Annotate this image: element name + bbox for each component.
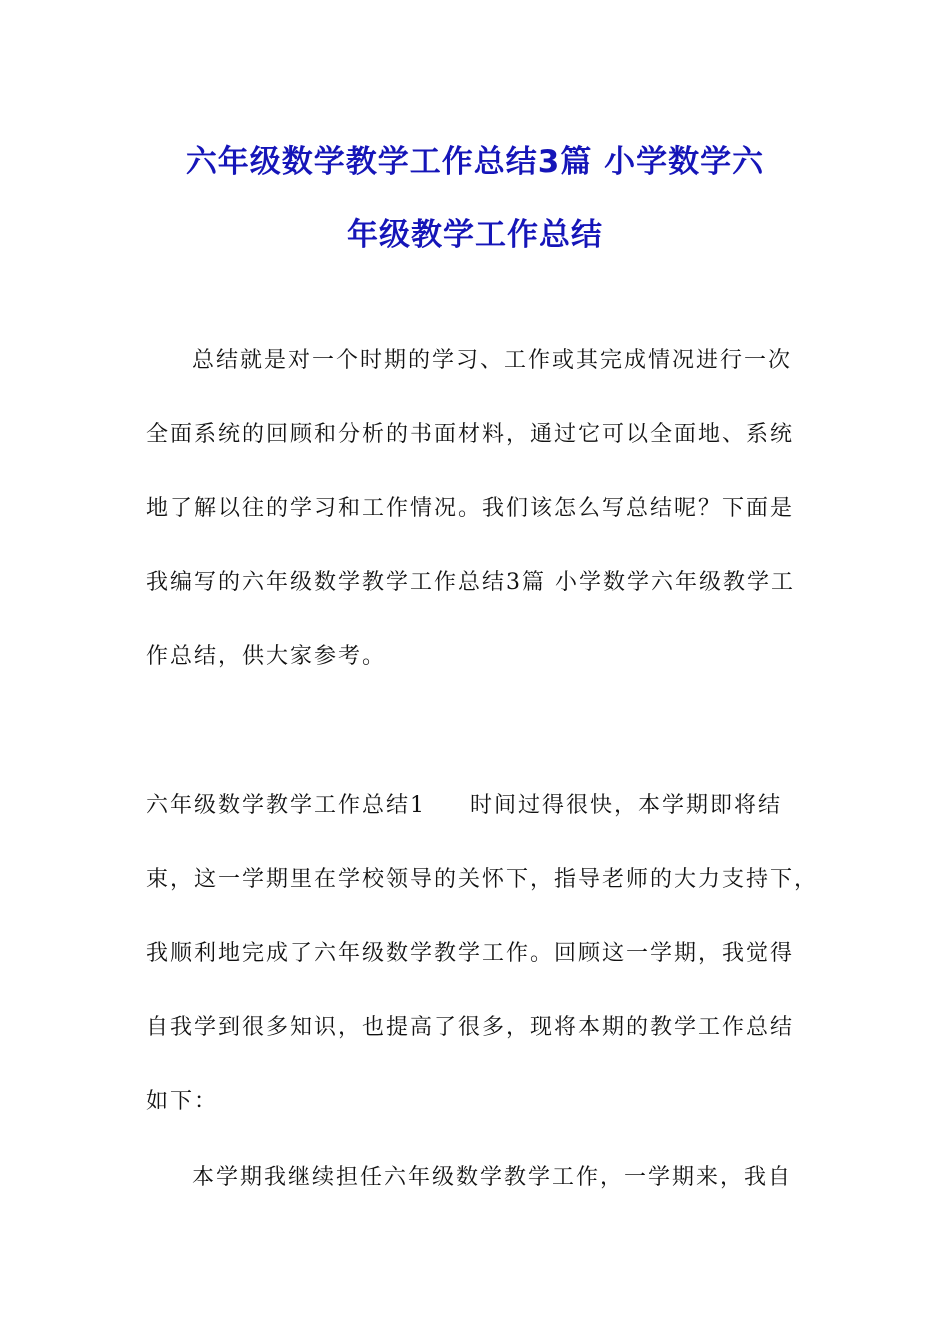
section-1-line-2: 束，这一学期里在学校领导的关怀下，指导老师的大力支持下， (146, 867, 819, 892)
section-1-first-line-text: 时间过得很快，本学期即将结 (470, 793, 783, 818)
intro-line-5: 作总结，供大家参考。 (146, 644, 387, 669)
title-line-2: 年级教学工作总结 (347, 217, 603, 253)
intro-paragraph (146, 341, 808, 711)
title-line-1: 六年级数学教学工作总结3篇 小学数学六 (185, 144, 765, 180)
document-title (140, 126, 810, 272)
section-1-line-5: 如下： (146, 1089, 219, 1114)
section-1-paragraph-2-line-1: 本学期我继续担任六年级数学教学工作，一学期来，我自 (192, 1165, 793, 1190)
intro-line-1: 总结就是对一个时期的学习、工作或其完成情况进行一次 (192, 348, 793, 373)
section-1-line-4: 自我学到很多知识，也提高了很多，现将本期的教学工作总结 (146, 1015, 795, 1040)
section-1-first-line (146, 786, 808, 860)
section-1 (146, 786, 819, 1232)
section-1-line-3: 我顺利地完成了六年级数学教学工作。回顾这一学期，我觉得 (146, 941, 795, 966)
intro-line-4: 我编写的六年级数学教学工作总结3篇 小学数学六年级教学工 (146, 570, 795, 595)
section-1-heading: 六年级数学教学工作总结1 (146, 793, 426, 818)
intro-line-2: 全面系统的回顾和分析的书面材料，通过它可以全面地、系统 (146, 422, 795, 447)
intro-line-3: 地了解以往的学习和工作情况。我们该怎么写总结呢？下面是 (146, 496, 795, 521)
